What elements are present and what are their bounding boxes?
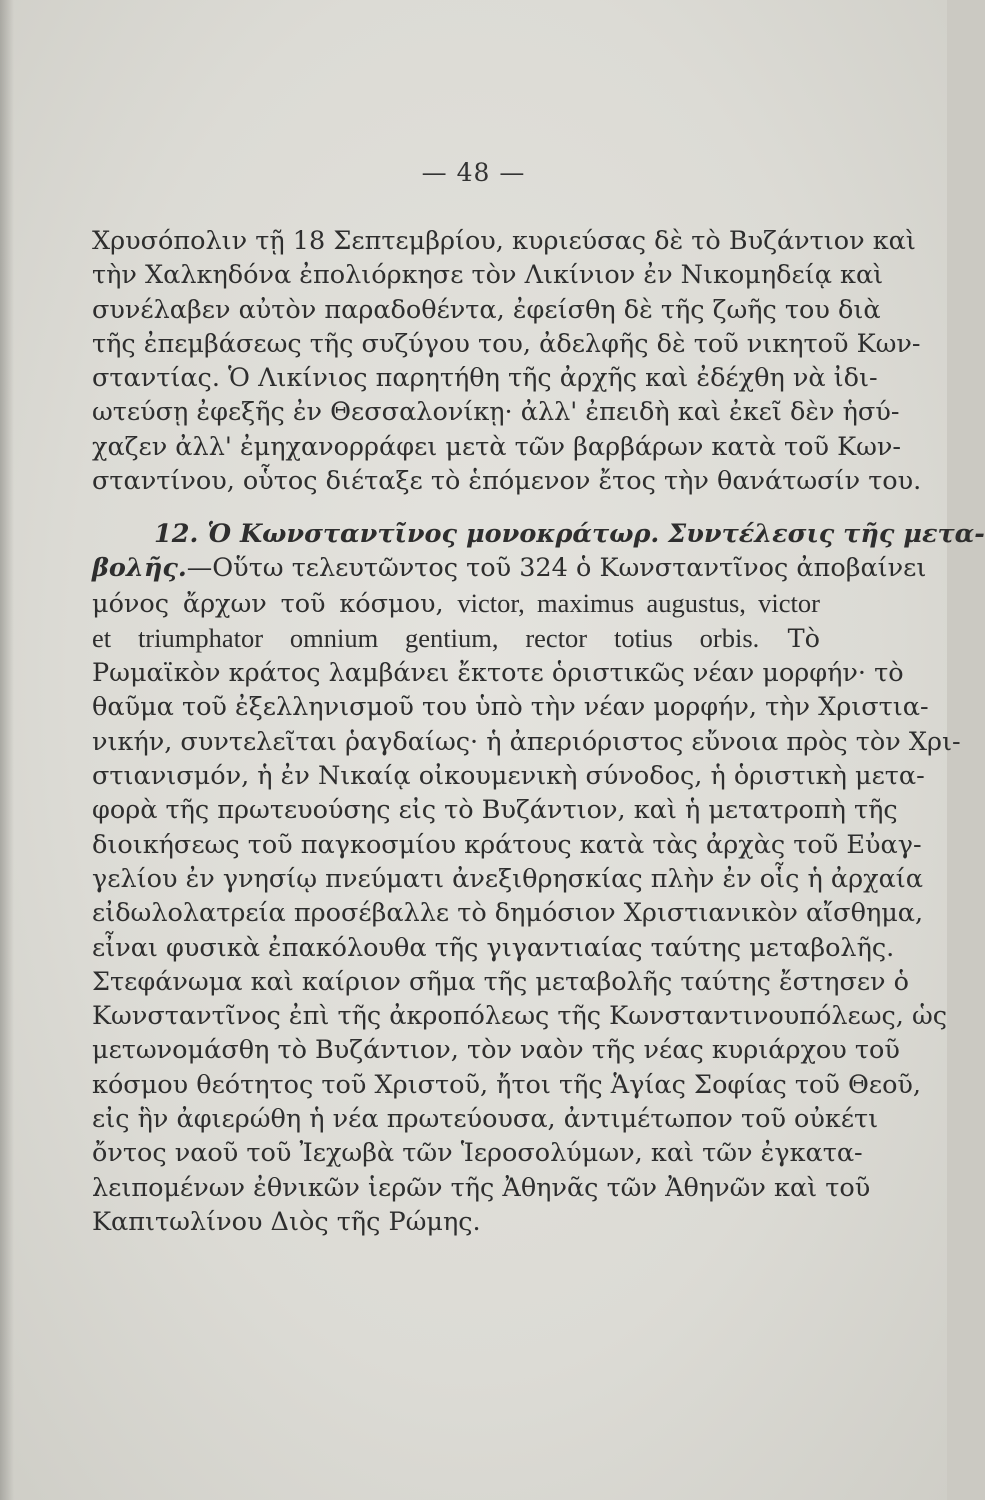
text-line: Ρωμαϊκὸν κράτος λαμβάνει ἔκτοτε ὁριστικῶς νέαν μορφήν· τὸ bbox=[92, 658, 904, 689]
page-number: — 48 — bbox=[421, 158, 526, 187]
text-line: φορὰ τῆς πρωτευούσης εἰς τὸ Βυζάντιον, καὶ ἡ μετατροπὴ τῆς bbox=[92, 795, 898, 826]
text-fragment: μόνος ἄρχων τοῦ κόσμου, bbox=[92, 588, 444, 619]
text-line bbox=[92, 621, 820, 656]
text-line: θαῦμα τοῦ ἐξελληνισμοῦ του ὑπὸ τὴν νέαν μορφήν, τὴν Χριστια- bbox=[92, 692, 929, 723]
text-line: λειπομένων ἐθνικῶν ἱερῶν τῆς Ἀθηνᾶς τῶν Ἀθηνῶν καὶ τοῦ bbox=[92, 1172, 871, 1203]
text-line: εἰδωλολατρεία προσέβαλλε τὸ δημόσιον Χριστιανικὸν αἴσθημα, bbox=[92, 898, 924, 929]
text-line: συνέλαβεν αὐτὸν παραδοθέντα, ἐφείσθη δὲ τῆς ζωῆς του διὰ bbox=[92, 294, 881, 325]
section-heading-continuation: βολῆς. bbox=[92, 553, 187, 584]
text-line: σταντίας. Ὁ Λικίνιος παρητήθη τῆς ἀρχῆς καὶ ἐδέχθη νὰ ἰδι- bbox=[92, 363, 878, 394]
text-line: τὴν Χαλκηδόνα ἐπολιόρκησε τὸν Λικίνιον ἐν Νικομηδείᾳ καὶ bbox=[92, 260, 884, 291]
text-line: διοικήσεως τοῦ παγκοσμίου κράτους κατὰ τὰς ἀρχὰς τοῦ Εὐαγ- bbox=[92, 829, 922, 860]
text-line bbox=[92, 551, 927, 585]
text-line: Καπιτωλίνου Διὸς τῆς Ρώμης. bbox=[92, 1206, 481, 1237]
text-line: εἶναι φυσικὰ ἐπακόλουθα τῆς γιγαντιαίας ταύτης μεταβολῆς. bbox=[92, 932, 895, 963]
text-line: εἰς ἣν ἀφιερώθη ἡ νέα πρωτεύουσα, ἀντιμέτωπον τοῦ οὐκέτι bbox=[92, 1104, 879, 1135]
text-line: νικήν, συντελεῖται ῥαγδαίως· ἡ ἀπεριόριστος εὔνοια πρὸς τὸν Χρι- bbox=[92, 726, 961, 757]
latin-quote: et triumphator omnium gentium, rector totius orbis. bbox=[92, 622, 760, 653]
paragraph-2 bbox=[92, 517, 985, 1239]
text-line: κόσμου θεότητος τοῦ Χριστοῦ, ἤτοι τῆς Ἁγίας Σοφίας τοῦ Θεοῦ, bbox=[92, 1069, 922, 1100]
page-gutter-shadow bbox=[0, 0, 14, 1500]
text-line: στιανισμόν, ἡ ἐν Νικαίᾳ οἰκουμενικὴ σύνοδος, ἡ ὁριστικὴ μετα- bbox=[92, 761, 925, 792]
text-line: Στεφάνωμα καὶ καίριον σῆμα τῆς μεταβολῆς ταύτης ἔστησεν ὁ bbox=[92, 966, 910, 997]
text-line: τῆς ἐπεμβάσεως τῆς συζύγου του, ἀδελφῆς δὲ τοῦ νικητοῦ Κων- bbox=[92, 328, 921, 359]
text-fragment: Τὸ bbox=[787, 623, 820, 654]
text-line: χαζεν ἀλλ' ἐμηχανορράφει μετὰ τῶν βαρβάρων κατὰ τοῦ Κων- bbox=[92, 431, 902, 462]
text-line: ὄντος ναοῦ τοῦ Ἰεχωβὰ τῶν Ἱεροσολύμων, καὶ τῶν ἐγκατα- bbox=[92, 1138, 863, 1169]
paragraph-1 bbox=[92, 224, 922, 498]
text-line: ωτεύσῃ ἐφεξῆς ἐν Θεσσαλονίκῃ· ἀλλ' ἐπειδὴ καὶ ἐκεῖ δὲν ἡσύ- bbox=[92, 397, 900, 428]
latin-quote: victor, maximus augustus, victor bbox=[457, 587, 820, 618]
text-line: σταντίνου, οὗτος διέταξε τὸ ἑπόμενον ἔτος τὴν θανάτωσίν του. bbox=[92, 466, 922, 497]
section-heading: 12. Ὁ Κωνσταντῖνος μονοκράτωρ. Συντέλεσις τῆς μετα- bbox=[154, 519, 985, 549]
text-line: Κωνσταντῖνος ἐπὶ τῆς ἀκροπόλεως τῆς Κωνσταντινουπόλεως, ὡς bbox=[92, 1001, 948, 1032]
text-fragment: —Οὕτω τελευτῶντος τοῦ 324 ὁ Κωνσταντῖνος ἀποβαίνει bbox=[186, 553, 927, 584]
text-line: μετωνομάσθη τὸ Βυζάντιον, τὸν ναὸν τῆς νέας κυριάρχου τοῦ bbox=[92, 1035, 900, 1066]
text-line: Χρυσόπολιν τῇ 18 Σεπτεμβρίου, κυριεύσας δὲ τὸ Βυζάντιον καὶ bbox=[92, 226, 916, 256]
text-line: γελίου ἐν γνησίῳ πνεύματι ἀνεξιθρησκίας πλὴν ἐν οἷς ἡ ἀρχαία bbox=[92, 863, 924, 894]
text-line bbox=[92, 586, 820, 621]
